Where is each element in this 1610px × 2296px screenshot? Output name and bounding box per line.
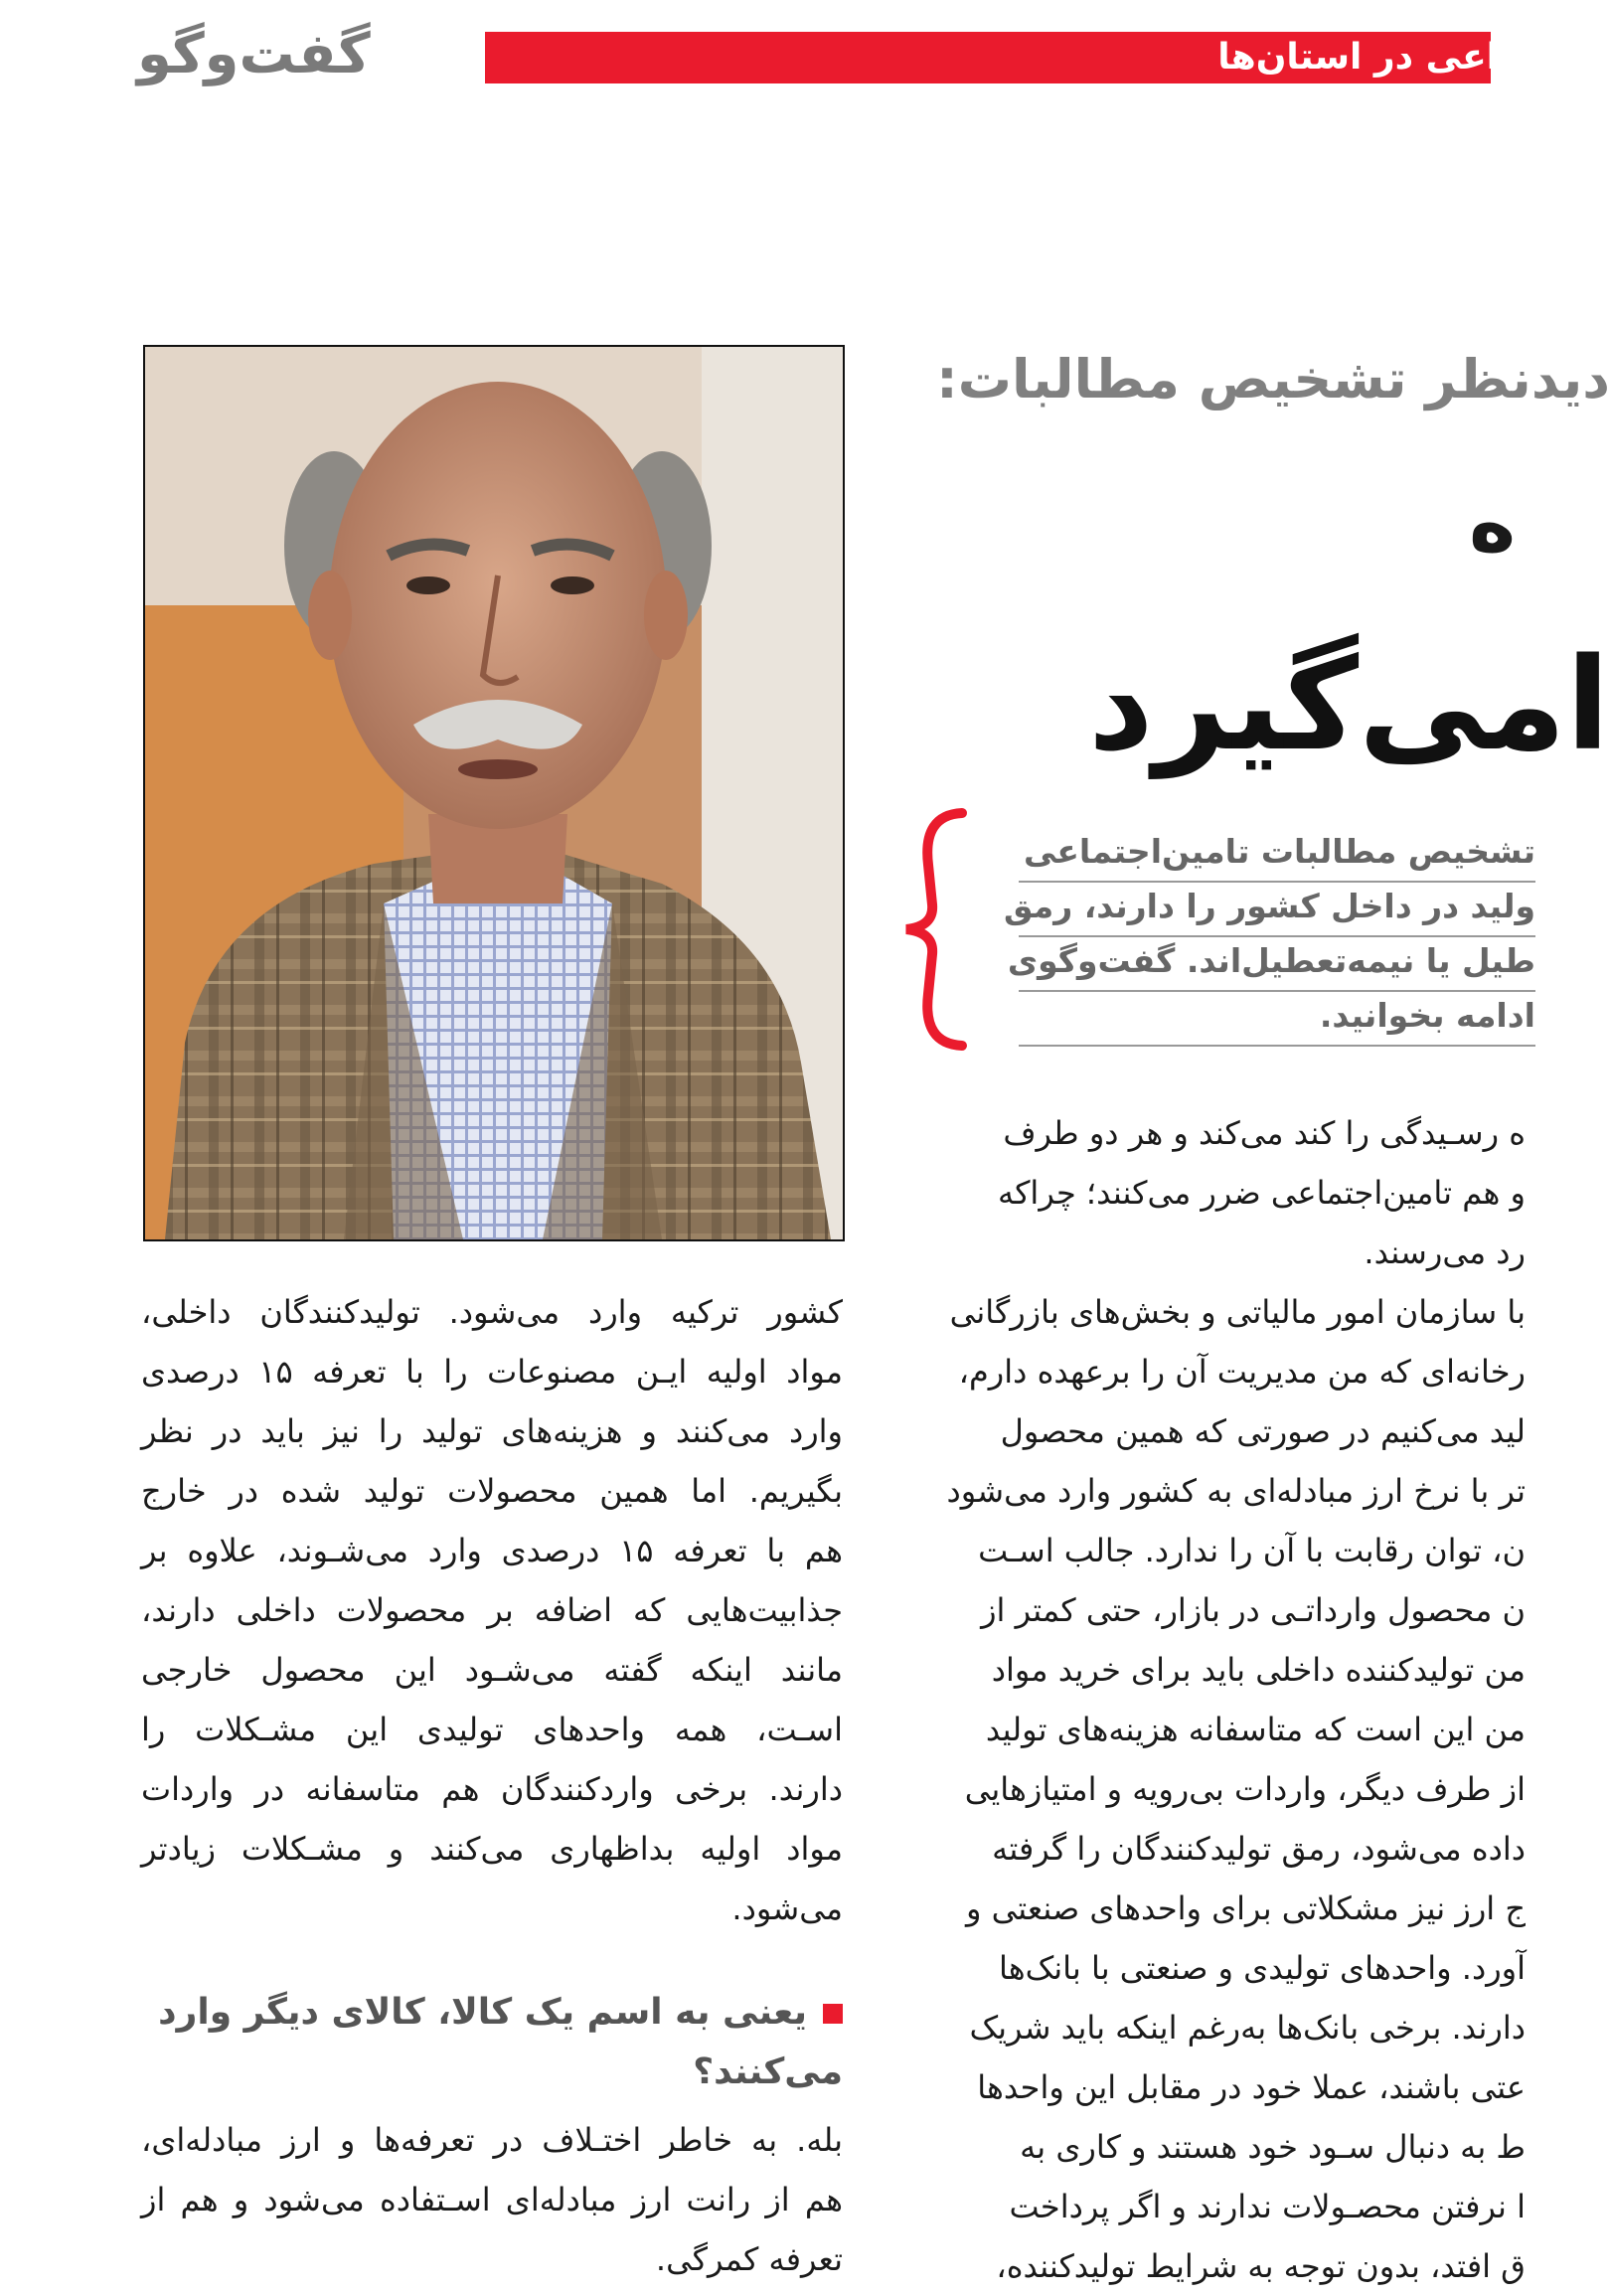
body-line: اسـت، همه واحدهای تولیدی این مشـکلات را [141,1711,843,1748]
body-line: کشور ترکیه وارد می‌شود. تولیدکنندگان داخلی، [141,1293,843,1331]
question-text: یعنی به اسم یک کالا، کالای دیگر وارد می‌کنند؟ [158,1992,843,2092]
body-line: مانند اینکه گفته می‌شـود این محصول خارجی [141,1651,843,1689]
body-line: می‌شود. [731,1889,843,1927]
body-line: بگیریم. اما همین محصولات تولید شده در خارج [141,1472,843,1510]
body-line: من این است که متاسفانه هزینه‌های تولید [985,1711,1526,1748]
section-banner [485,32,1499,83]
body-line: تر با نرخ ارز مبادله‌ای به کشور وارد می‌شود [946,1472,1526,1510]
portrait-illustration [145,347,843,1239]
body-line: جذابیت‌هایی که اضافه بر محصولات داخلی دارند، [141,1591,843,1629]
body-line: رد می‌رسند. [1364,1233,1526,1271]
body-line: تعرفه کمرگی. [655,2240,843,2278]
body-line: دارند. برخی واردکنندگان هم متاسفانه در واردات [141,1770,843,1808]
body-line: ن محصول وارداتـی در بازار، حتی کمتر از [981,1591,1526,1629]
body-line: ط به دنبال سـود خود هستند و کاری به [1020,2128,1526,2166]
body-line: ن، توان رقابت با آن را ندارد. جالب اسـت [978,1532,1526,1569]
body-line: داده می‌شود، رمق تولیدکنندگان را گرفته [992,1830,1526,1868]
body-line: مواد اولیه ایـن مصنوعات را با تعرفه ۱۵ درصدی [141,1353,844,1391]
headline-line-1: ه [1469,477,1517,570]
interview-question [141,1983,843,2102]
body-column-right [889,1103,1526,2296]
headline-kicker: دیدنظر تشخیص مطالبات: [936,348,1610,410]
section-banner-text: اعی در استان‌ها [1217,37,1499,78]
body-column-left [141,1282,843,1938]
body-line: عتی باشند، عملا خود در مقابل این واحدها [977,2068,1526,2106]
body-line: با سازمان امور مالیاتی و بخش‌های بازرگانی [949,1293,1526,1331]
body-line: وارد می‌کنند و هزینه‌های تولید را نیز باید در نظر [141,1412,843,1450]
body-line: مواد اولیه بداظهاری می‌کنند و مشـکلات زیادتر [141,1830,843,1868]
body-line: ج ارز نیز مشکلاتی برای واحدهای صنعتی و [965,1889,1526,1927]
lead-line: طیل یا نیمه‌تعطیل‌اند. گفت‌وگوی [1019,939,1535,992]
interview-answer [141,2110,843,2289]
body-line: ق افتد، بدون توجه به شرایط تولیدکننده، [996,2247,1526,2285]
lead-brace-icon [892,805,972,1054]
lead-line: ادامه بخوانید. [1019,994,1535,1047]
lead-line: ولید در داخل کشور را دارند، رمق [1019,885,1535,937]
body-line: از طرف دیگر، واردات بی‌رویه و امتیازهایی [964,1770,1526,1808]
body-line: هم از رانت ارز مبادله‌ای اسـتفاده می‌شود و هم از [141,2181,843,2218]
body-line: آورد. واحدهای تولیدی و صنعتی با بانک‌ها [998,1949,1526,1987]
portrait-photo [143,345,845,1241]
body-line: ا نرفتن محصـولات ندارند و اگر پرداخت [1009,2188,1526,2225]
body-line: دارند. برخی بانک‌ها به‌رغم اینکه باید شریک [969,2009,1526,2047]
body-line: هم با تعرفه ۱۵ درصدی وارد می‌شـوند، علاوه بر [141,1532,844,1569]
body-line: من تولیدکننده داخلی باید برای خرید مواد [991,1651,1526,1689]
body-line: و هم تامین‌اجتماعی ضرر می‌کنند؛ چراکه [998,1174,1526,1212]
body-line: بله. به خاطر اختـلاف در تعرفه‌ها و ارز مبادله‌ای، [141,2121,843,2159]
question-bullet-icon [823,2004,843,2024]
headline: امی‌گیرد [1088,631,1610,779]
body-line: رخانه‌ای که من مدیریت آن را برعهده دارم، [958,1353,1526,1391]
body-line: ه رسـیدگی را کند می‌کند و هر دو طرف [1003,1114,1526,1152]
section-tag: گفت‌وگو [137,22,371,86]
article-lead [1004,830,1535,1049]
body-line: لید می‌کنیم در صورتی که همین محصول [1000,1412,1526,1450]
lead-line: تشخیص مطالبات تامین‌اجتماعی [1019,830,1535,883]
